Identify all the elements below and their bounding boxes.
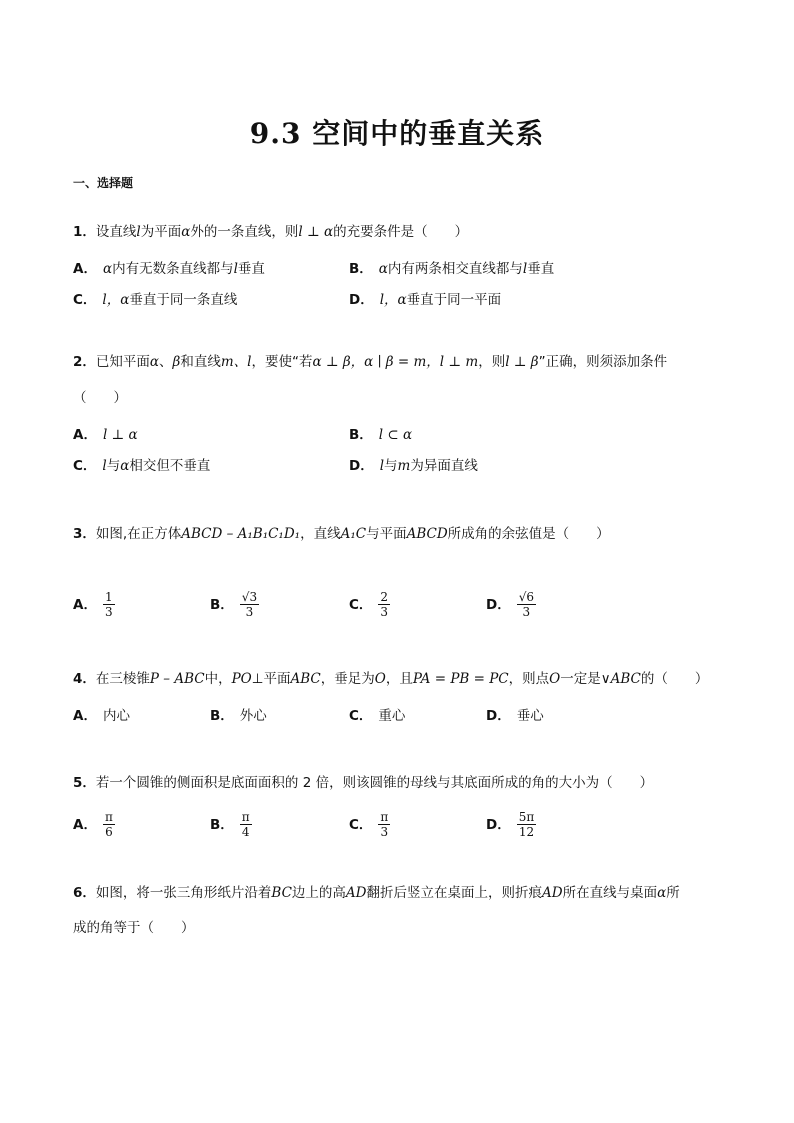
option-b: B． l ⊂ α (349, 427, 413, 443)
option-a: A． 内心 (73, 708, 130, 724)
question-4-stem: 4．在三棱锥P – ABC中，PO⊥平面ABC，垂足为O，且PA = PB = PC，则点O一定是∨ABC的（ ） (73, 671, 709, 687)
question-1-stem: 1．设直线l为平面α外的一条直线，则l ⊥ α的充要条件是（ ） (73, 224, 469, 240)
option-b: B． α内有两条相交直线都与l垂直 (349, 261, 555, 277)
fraction: $\frac{√6}{3}$ (518, 590, 534, 619)
option-d: D． l与m为异面直线 (349, 458, 478, 474)
question-number: 3． (73, 526, 96, 542)
fraction: $\frac{\pi}{3}$ (380, 810, 389, 839)
question-number: 4． (73, 671, 96, 687)
option-b: B． $\frac{\pi}{4}$ (210, 810, 250, 839)
question-2-answer-blank: （ ） (73, 390, 127, 406)
option-c: C． $\frac{2}{3}$ (349, 590, 389, 619)
question-number: 5． (73, 775, 96, 791)
question-number: 2． (73, 354, 96, 370)
question-number: 6． (73, 885, 96, 901)
question-number: 1． (73, 224, 96, 240)
question-6-stem: 6．如图，将一张三角形纸片沿着BC边上的高AD翻折后竖立在桌面上，则折痕AD所在直线与桌面α所 (73, 885, 680, 901)
option-c: C． $\frac{\pi}{3}$ (349, 810, 389, 839)
option-a: A． α内有无数条直线都与l垂直 (73, 261, 265, 277)
fraction: $\frac{\pi}{4}$ (241, 810, 250, 839)
question-6-stem-cont: 成的角等于（ ） (73, 920, 195, 936)
option-a: A． $\frac{\pi}{6}$ (73, 810, 113, 839)
question-3-stem: 3．如图,在正方体ABCD – A₁B₁C₁D₁，直线A₁C与平面ABCD所成角的余弦值是（ ） (73, 526, 610, 542)
fraction: $\frac{√3}{3}$ (241, 590, 258, 619)
option-a: A． l ⊥ α (73, 427, 138, 443)
page-title: 9.3 空间中的垂直关系 (249, 117, 545, 150)
option-d: D． l，α垂直于同一平面 (349, 292, 502, 308)
option-c: C． l，α垂直于同一条直线 (73, 292, 238, 308)
question-5-stem: 5．若一个圆锥的侧面积是底面面积的 2 倍，则该圆锥的母线与其底面所成的角的大小为（ ） (73, 775, 654, 791)
fraction: $\frac{\pi}{6}$ (104, 810, 113, 839)
option-c: C． 重心 (349, 708, 406, 724)
fraction: $\frac{1}{3}$ (104, 590, 113, 619)
option-d: D． $\frac{5\pi}{12}$ (486, 810, 535, 839)
option-b: B． $\frac{√3}{3}$ (210, 590, 258, 619)
fraction: $\frac{5\pi}{12}$ (518, 810, 535, 839)
option-d: D． $\frac{√6}{3}$ (486, 590, 534, 619)
question-2-stem: 2．已知平面α、β和直线m、l，要使“若α ⊥ β，α ∣ β = m，l ⊥ m，则l ⊥ β”正确，则须添加条件 (73, 354, 668, 370)
option-d: D． 垂心 (486, 708, 544, 724)
option-a: A． $\frac{1}{3}$ (73, 590, 113, 619)
option-b: B． 外心 (210, 708, 267, 724)
option-c: C． l与α相交但不垂直 (73, 458, 211, 474)
fraction: $\frac{2}{3}$ (380, 590, 389, 619)
section-heading: 一、选择题 (73, 176, 134, 190)
